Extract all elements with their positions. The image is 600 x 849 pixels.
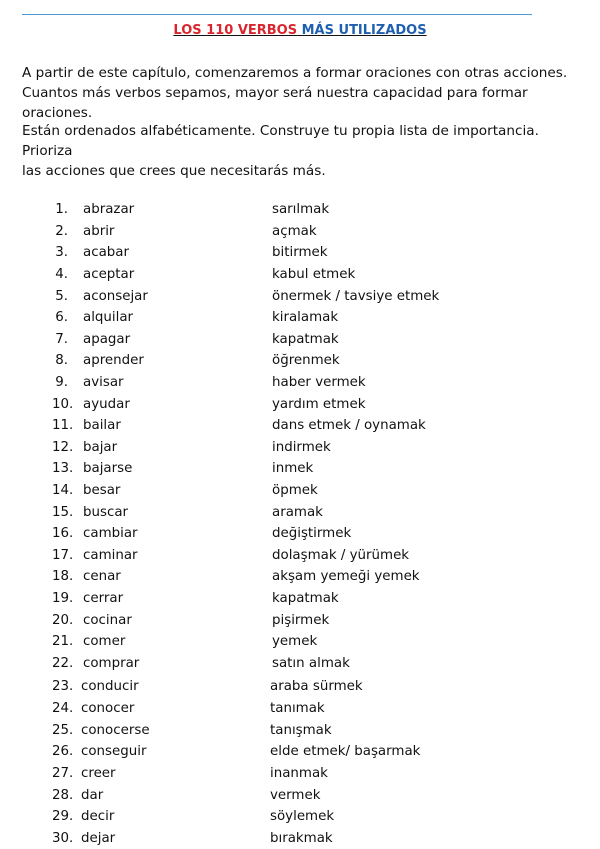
verb-turkish: önermek / tavsiye etmek [272,289,440,304]
verb-spanish: cocinar [83,613,132,628]
verb-row [0,829,600,849]
verb-number: 24. [52,701,74,716]
verb-number: 23. [52,679,74,694]
verb-row [0,222,600,242]
verb-spanish: acabar [83,245,129,260]
verb-spanish: conocerse [81,723,150,738]
verb-turkish: satın almak [272,656,350,671]
verb-number: 11. [52,418,74,433]
verb-turkish: aramak [272,505,323,520]
verb-turkish: öğrenmek [272,353,340,368]
verb-number: 12. [52,440,74,455]
verb-number: 29. [52,809,74,824]
verb-spanish: besar [83,483,121,498]
verb-number: 20. [52,613,74,628]
verb-turkish: yemek [272,634,318,649]
verb-row [0,677,600,697]
verb-turkish: elde etmek/ başarmak [270,744,421,759]
verb-spanish: conocer [81,701,135,716]
verb-turkish: inmek [272,461,314,476]
verb-spanish: decir [81,809,115,824]
verb-spanish: conducir [81,679,139,694]
verb-row [0,524,600,544]
verb-row [0,395,600,415]
verb-row [0,589,600,609]
verb-row [0,721,600,741]
verb-turkish: açmak [272,224,317,239]
verb-spanish: abrazar [83,202,135,217]
verb-spanish: bajar [83,440,118,455]
verb-turkish: kabul etmek [272,267,356,282]
verb-spanish: apagar [83,332,131,347]
verb-row [0,654,600,674]
verb-number: 27. [52,766,74,781]
verb-turkish: araba sürmek [270,679,363,694]
page-title [0,23,600,38]
verb-number: 16. [52,526,74,541]
verb-spanish: aprender [83,353,144,368]
verb-turkish: pişirmek [272,613,330,628]
verb-turkish: öpmek [272,483,318,498]
verb-spanish: dejar [81,831,116,846]
verb-number: 21. [52,634,74,649]
intro-paragraph-1-line-2: Cuantos más verbos sepamos, mayor será nuestra capacidad para formar oraciones. [22,85,528,121]
verb-turkish: kiralamak [272,310,339,325]
verb-spanish: creer [81,766,116,781]
verb-spanish: comprar [83,656,140,671]
verb-turkish: söylemek [270,809,335,824]
verb-spanish: caminar [83,548,138,563]
verb-turkish: indirmek [272,440,331,455]
verb-row [0,742,600,762]
verb-row [0,308,600,328]
verb-spanish: aconsejar [83,289,148,304]
intro-paragraph-2-line-1: Están ordenados alfabéticamente. Construye tu propia lista de importancia. Prioriza [22,123,539,159]
verb-row [0,546,600,566]
verb-row [0,481,600,501]
intro-paragraph-2-line-2: las acciones que crees que necesitarás más. [22,163,326,179]
verb-number: 19. [52,591,74,606]
verb-number: 10. [52,397,74,412]
verb-row [0,351,600,371]
verb-turkish: bırakmak [270,831,333,846]
verb-spanish: aceptar [83,267,135,282]
verb-number: 8. [55,353,68,368]
verb-spanish: cenar [83,569,121,584]
verb-turkish: akşam yemeği yemek [272,569,420,584]
verb-number: 6. [55,310,68,325]
verb-row [0,764,600,784]
verb-spanish: dar [81,788,104,803]
verb-spanish: avisar [83,375,124,390]
verb-turkish: kapatmak [272,332,339,347]
verb-row [0,611,600,631]
verb-number: 17. [52,548,74,563]
verb-row [0,438,600,458]
verb-row [0,243,600,263]
title-blue-part: MÁS UTILIZADOS [301,23,427,38]
verb-spanish: bajarse [83,461,133,476]
verb-number: 7. [55,332,68,347]
verb-turkish: kapatmak [272,591,339,606]
verb-spanish: comer [83,634,126,649]
verb-row [0,200,600,220]
verb-number: 4. [55,267,68,282]
verb-row [0,699,600,719]
verb-number: 18. [52,569,74,584]
verb-turkish: değiştirmek [272,526,352,541]
verb-turkish: tanımak [270,701,325,716]
verb-number: 2. [55,224,68,239]
verb-row [0,459,600,479]
verb-number: 30. [52,831,74,846]
verb-number: 5. [55,289,68,304]
verb-spanish: cambiar [83,526,138,541]
verb-turkish: dolaşmak / yürümek [272,548,410,563]
verb-turkish: bitirmek [272,245,328,260]
intro-paragraph-1-line-1: A partir de este capítulo, comenzaremos a formar oraciones con otras acciones. [22,65,568,81]
verb-row [0,632,600,652]
verb-row [0,330,600,350]
verb-number: 26. [52,744,74,759]
verb-turkish: tanışmak [270,723,332,738]
verb-spanish: bailar [83,418,121,433]
verb-turkish: dans etmek / oynamak [272,418,426,433]
verb-spanish: abrir [83,224,115,239]
verb-spanish: buscar [83,505,129,520]
verb-turkish: haber vermek [272,375,366,390]
verb-turkish: inanmak [270,766,328,781]
verb-row [0,503,600,523]
verb-turkish: yardım etmek [272,397,366,412]
verb-turkish: sarılmak [272,202,330,217]
verb-row [0,373,600,393]
verb-spanish: ayudar [83,397,130,412]
verb-row [0,567,600,587]
verb-number: 9. [55,375,68,390]
top-rule [22,14,532,15]
intro-paragraph-2 [22,121,584,181]
verb-row [0,287,600,307]
verb-number: 28. [52,788,74,803]
intro-paragraph-1 [22,63,584,123]
verb-row [0,786,600,806]
title-red-part: LOS 110 VERBOS [173,23,298,38]
verb-number: 14. [52,483,74,498]
verb-spanish: cerrar [83,591,124,606]
verb-row [0,807,600,827]
verb-number: 15. [52,505,74,520]
verb-row [0,416,600,436]
verb-number: 25. [52,723,74,738]
verb-number: 1. [55,202,68,217]
verb-spanish: alquilar [83,310,134,325]
verb-number: 3. [55,245,68,260]
verb-row [0,265,600,285]
verb-turkish: vermek [270,788,321,803]
verb-spanish: conseguir [81,744,147,759]
verb-number: 22. [52,656,74,671]
verb-number: 13. [52,461,74,476]
